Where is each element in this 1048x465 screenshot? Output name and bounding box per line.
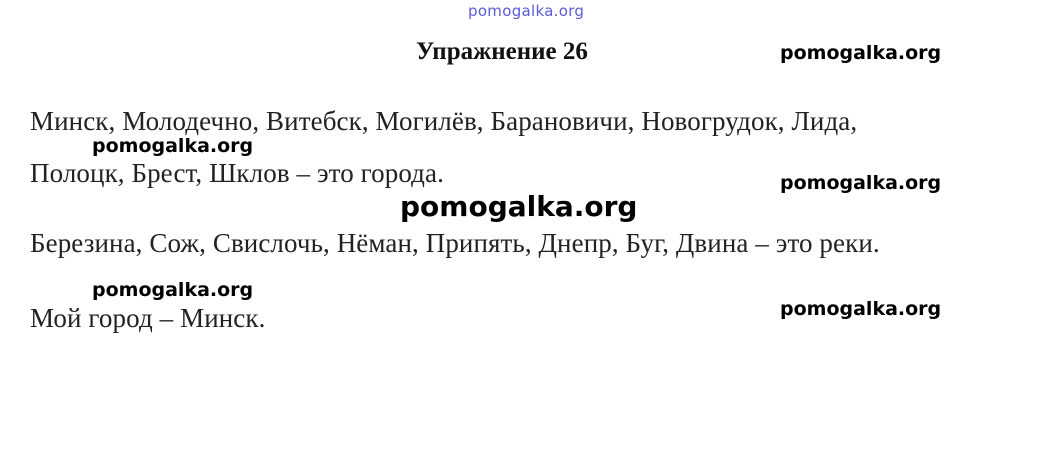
top-watermark: pomogalka.org: [468, 2, 585, 20]
watermark-center: pomogalka.org: [400, 190, 638, 223]
text-line-cities-1: Минск, Молодечно, Витебск, Могилёв, Барановичи, Новогрудок, Лида,: [30, 106, 858, 136]
watermark-right-2: pomogalka.org: [780, 172, 942, 194]
exercise-title: Упражнение 26: [416, 38, 588, 65]
watermark-right-3: pomogalka.org: [780, 298, 942, 320]
watermark-right-1: pomogalka.org: [780, 42, 942, 64]
text-line-cities-2: Полоцк, Брест, Шклов – это города.: [30, 158, 444, 188]
watermark-left-2: pomogalka.org: [92, 279, 254, 301]
text-line-my-city: Мой город – Минск.: [30, 303, 266, 333]
text-line-rivers: Березина, Сож, Свислочь, Нёман, Припять, Днепр, Буг, Двина – это реки.: [30, 228, 880, 258]
watermark-left-1: pomogalka.org: [92, 135, 254, 157]
